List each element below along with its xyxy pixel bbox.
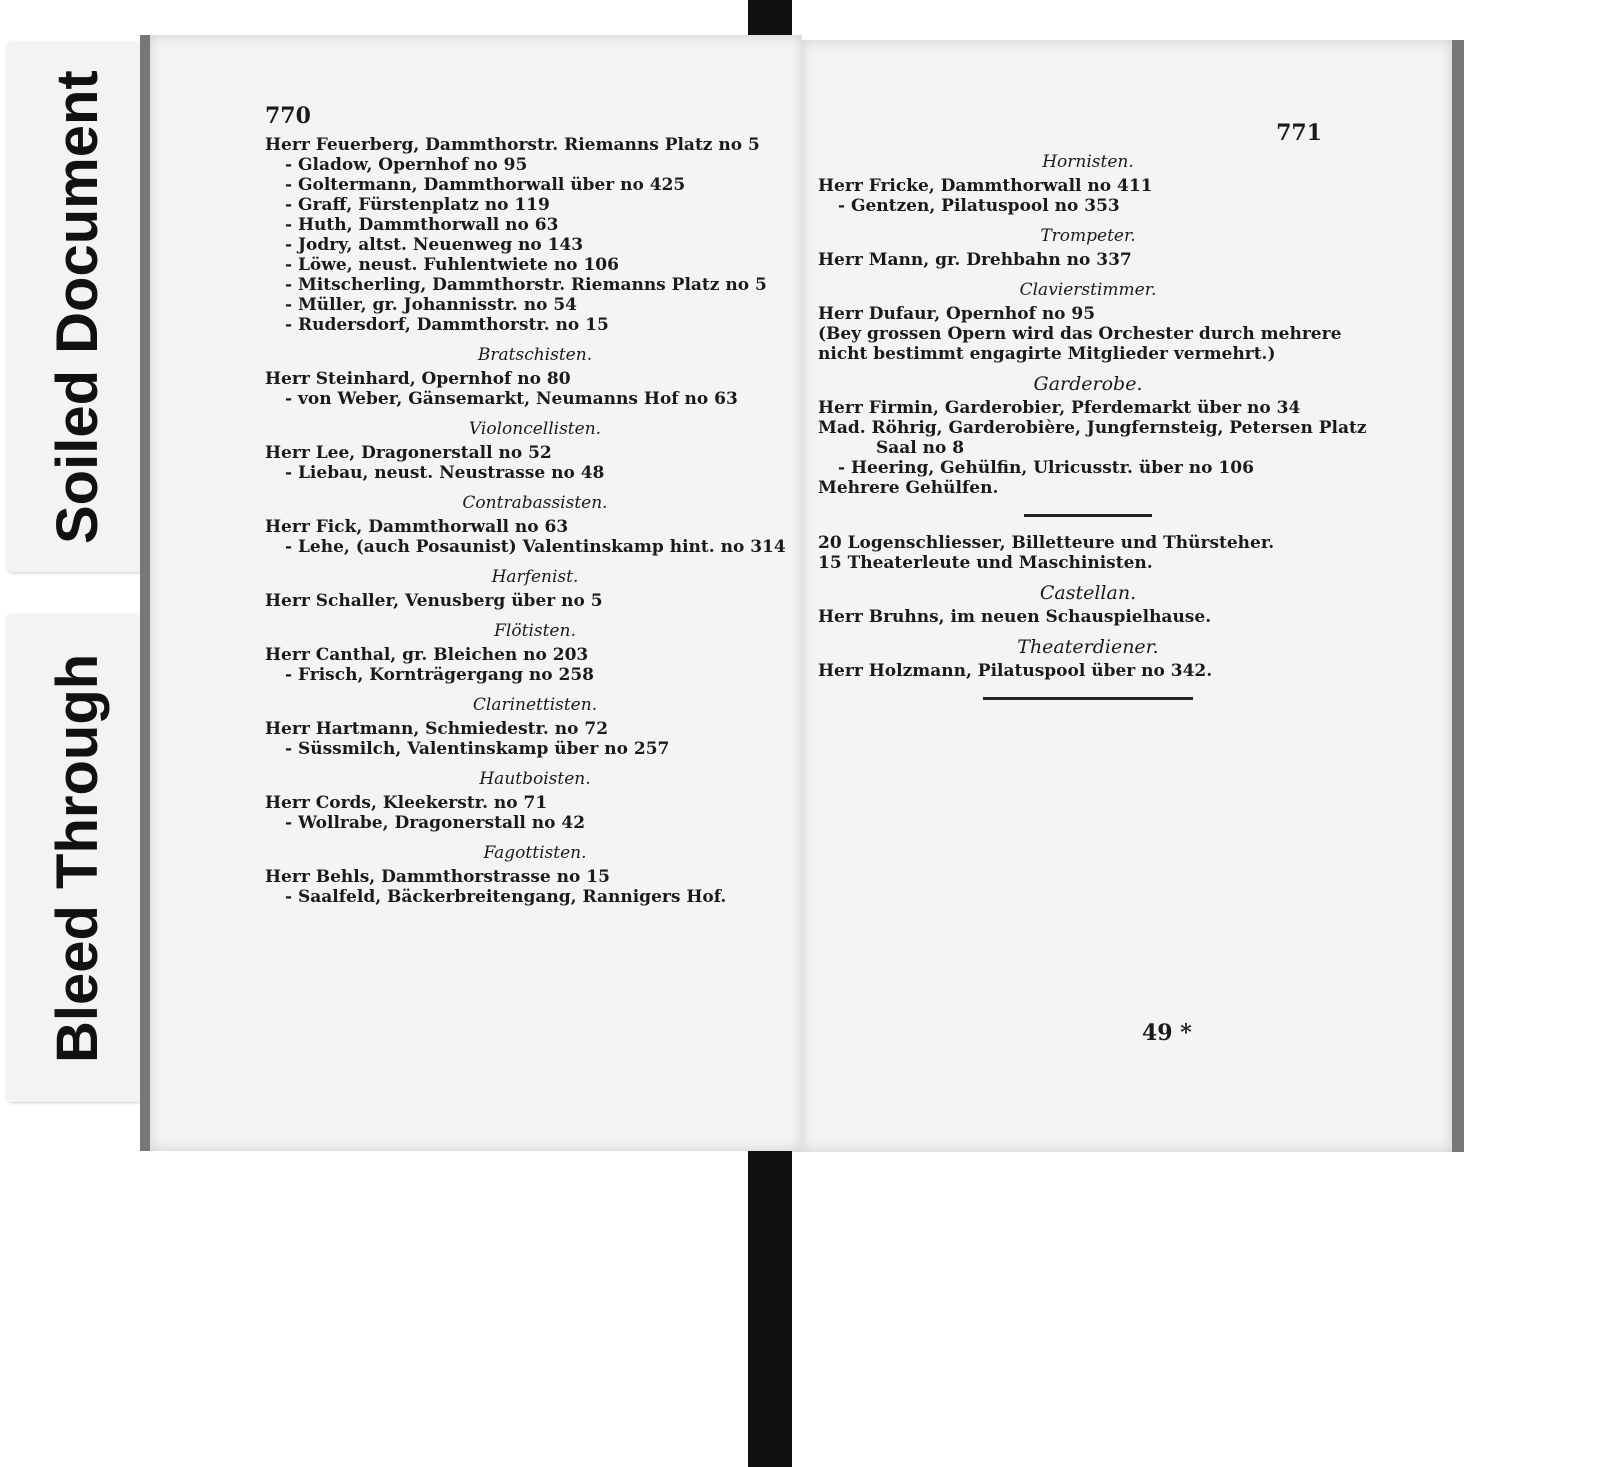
list-item: - von Weber, Gänsemarkt, Neumanns Hof no 63 — [285, 389, 738, 409]
list-item: - Gladow, Opernhof no 95 — [285, 155, 528, 175]
section-heading: Castellan. — [1039, 582, 1137, 604]
list-item: Herr Bruhns, im neuen Schauspielhause. — [818, 607, 1212, 627]
list-item: Herr Feuerberg, Dammthorstr. Riemanns Platz no 5 — [265, 135, 760, 155]
list-item: Herr Canthal, gr. Bleichen no 203 — [265, 645, 589, 665]
section-heading: Fagottisten. — [483, 843, 587, 863]
list-item: Herr Fick, Dammthorwall no 63 — [265, 517, 569, 537]
list-item: - Wollrabe, Dragonerstall no 42 — [285, 813, 586, 833]
list-item: Herr Holzmann, Pilatuspool über no 342. — [818, 661, 1213, 681]
left-page-number: 770 — [265, 103, 311, 129]
list-item: - Müller, gr. Johannisstr. no 54 — [285, 295, 577, 315]
list-item: - Rudersdorf, Dammthorstr. no 15 — [285, 315, 609, 335]
section-heading: Harfenist. — [491, 567, 579, 587]
list-item: Mehrere Gehülfen. — [818, 478, 999, 498]
signature-mark: 49 * — [1142, 1020, 1192, 1046]
section-heading: Hornisten. — [1042, 152, 1134, 172]
list-item: Herr Cords, Kleekerstr. no 71 — [265, 793, 548, 813]
list-item: Herr Lee, Dragonerstall no 52 — [265, 443, 552, 463]
left-page — [140, 35, 802, 1151]
section-heading: Violoncellisten. — [468, 419, 602, 439]
section-heading: Hautboisten. — [479, 769, 591, 789]
list-item: 20 Logenschliesser, Billetteure und Thürsteher. — [818, 533, 1275, 553]
list-item: - Saalfeld, Bäckerbreitengang, Rannigers Hof. — [285, 887, 727, 907]
list-item: Herr Schaller, Venusberg über no 5 — [265, 591, 603, 611]
list-item: - Jodry, altst. Neuenweg no 143 — [285, 235, 584, 255]
divider-rule — [1024, 514, 1152, 517]
list-item: nicht bestimmt engagirte Mitglieder vermehrt.) — [818, 344, 1276, 364]
bleed-through-text: Bleed Through — [45, 653, 110, 1063]
divider-rule — [983, 697, 1193, 700]
right-page-number: 771 — [1276, 120, 1322, 146]
list-item: - Mitscherling, Dammthorstr. Riemanns Platz no 5 — [285, 275, 767, 295]
spine-bottom — [748, 1150, 792, 1467]
section-heading: Garderobe. — [1033, 373, 1143, 395]
section-heading: Flötisten. — [494, 621, 576, 641]
list-item: - Frisch, Kornträgergang no 258 — [285, 665, 594, 685]
list-item: - Süssmilch, Valentinskamp über no 257 — [285, 739, 670, 759]
list-item: - Gentzen, Pilatuspool no 353 — [838, 196, 1120, 216]
list-item: Herr Mann, gr. Drehbahn no 337 — [818, 250, 1132, 270]
list-item: Herr Firmin, Garderobier, Pferdemarkt über no 34 — [818, 398, 1301, 418]
list-item: Herr Dufaur, Opernhof no 95 — [818, 304, 1096, 324]
right-page — [802, 40, 1464, 1152]
list-item: Herr Behls, Dammthorstrasse no 15 — [265, 867, 610, 887]
section-heading: Clavierstimmer. — [1019, 280, 1157, 300]
list-item: - Löwe, neust. Fuhlentwiete no 106 — [285, 255, 619, 275]
list-item: - Heering, Gehülfin, Ulricusstr. über no 106 — [838, 458, 1254, 478]
section-heading: Theaterdiener. — [1017, 636, 1159, 658]
soiled-document-label — [6, 42, 142, 572]
section-heading: Contrabassisten. — [462, 493, 608, 513]
bleed-through-label — [6, 614, 142, 1102]
section-heading: Clarinettisten. — [472, 695, 598, 715]
section-heading: Trompeter. — [1040, 226, 1136, 246]
list-item: - Huth, Dammthorwall no 63 — [285, 215, 559, 235]
list-item: Saal no 8 — [876, 438, 965, 458]
list-item: - Goltermann, Dammthorwall über no 425 — [285, 175, 686, 195]
list-item: Herr Steinhard, Opernhof no 80 — [265, 369, 571, 389]
section-heading: Bratschisten. — [477, 345, 593, 365]
left-page-text — [265, 135, 805, 907]
list-item: - Lehe, (auch Posaunist) Valentinskamp hint. no 314 — [285, 537, 786, 557]
right-page-text — [818, 142, 1367, 716]
list-item: (Bey grossen Opern wird das Orchester durch mehrere — [818, 324, 1342, 344]
list-item: - Graff, Fürstenplatz no 119 — [285, 195, 550, 215]
list-item: 15 Theaterleute und Maschinisten. — [818, 553, 1153, 573]
list-item: Herr Fricke, Dammthorwall no 411 — [818, 176, 1153, 196]
list-item: Mad. Röhrig, Garderobière, Jungfernsteig, Petersen Platz — [818, 418, 1367, 438]
list-item: - Liebau, neust. Neustrasse no 48 — [285, 463, 605, 483]
soiled-document-text: Soiled Document — [45, 70, 110, 544]
list-item: Herr Hartmann, Schmiedestr. no 72 — [265, 719, 609, 739]
